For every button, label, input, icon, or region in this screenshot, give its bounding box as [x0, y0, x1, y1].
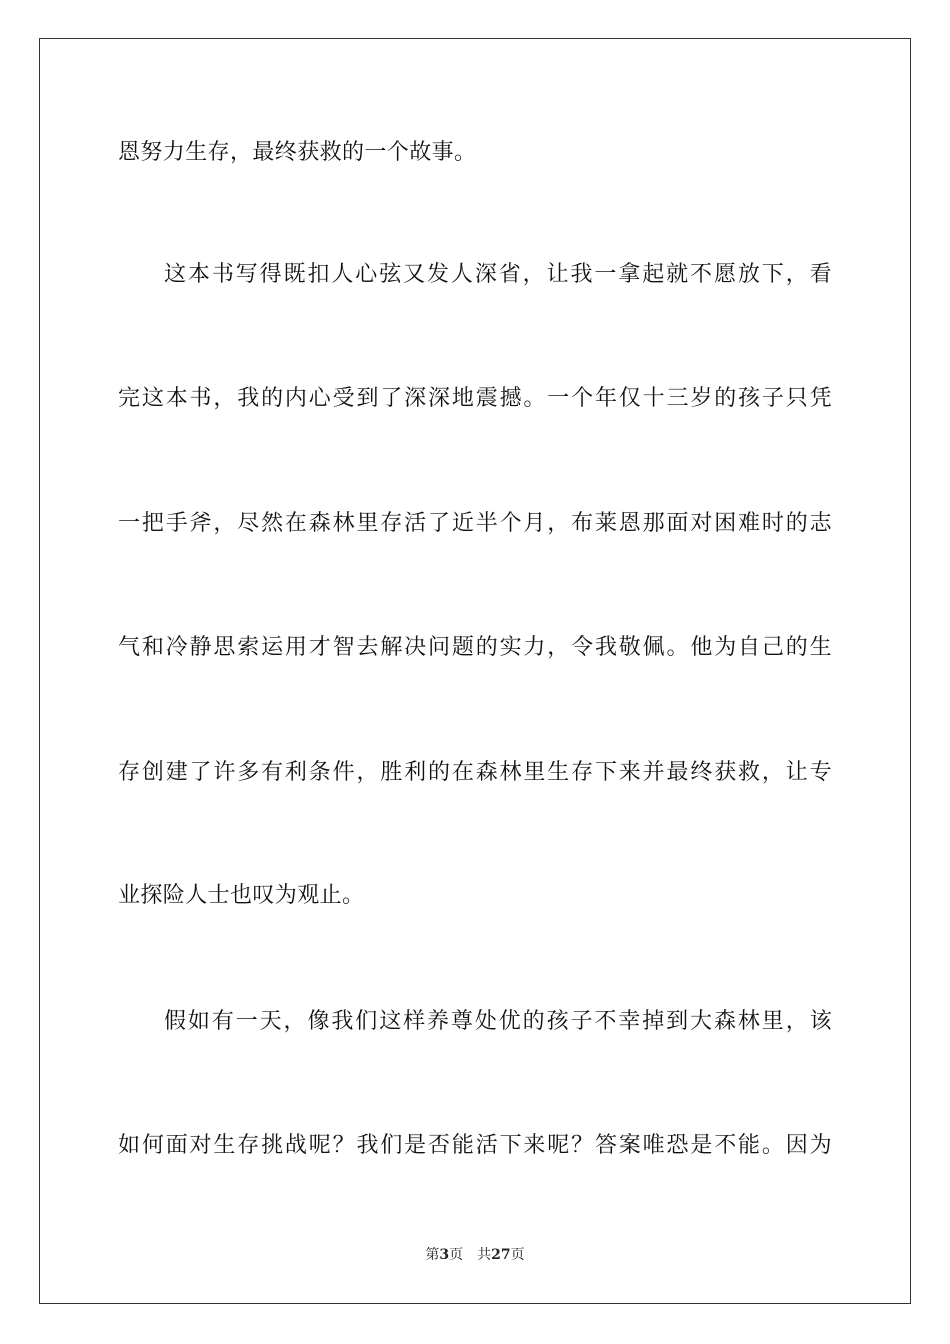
paragraph-line-5: 气和冷静思索运用才智去解决问题的实力，令我敬佩。他为自己的生: [118, 635, 832, 660]
paragraph-line-9: 如何面对生存挑战呢？我们是否能活下来呢？答案唯恐是不能。因为: [118, 1133, 832, 1158]
paragraph-line-8: 假如有一天，像我们这样养尊处优的孩子不幸掉到大森林里，该: [164, 1009, 832, 1034]
paragraph-line-7: 业探险人士也叹为观止。: [118, 883, 365, 908]
paragraph-line-1: 恩努力生存，最终获救的一个故事。: [118, 140, 477, 165]
footer-page-number: 3: [439, 1247, 450, 1263]
footer-total-suffix: 页: [510, 1247, 525, 1263]
footer-total-prefix: 共: [477, 1247, 492, 1263]
paragraph-line-3: 完这本书，我的内心受到了深深地震撼。一个年仅十三岁的孩子只凭: [118, 386, 832, 411]
paragraph-line-2: 这本书写得既扣人心弦又发人深省，让我一拿起就不愿放下，看: [164, 262, 832, 287]
page-footer: [0, 1245, 950, 1265]
footer-page-suffix: 页: [449, 1247, 464, 1263]
paragraph-line-6: 存创建了许多有利条件，胜利的在森林里生存下来并最终获救，让专: [118, 760, 832, 785]
footer-page-prefix: 第: [425, 1247, 440, 1263]
page-frame: [39, 38, 911, 1304]
footer-total-pages: 27: [491, 1247, 511, 1263]
paragraph-line-4: 一把手斧，尽然在森林里存活了近半个月，布莱恩那面对困难时的志: [118, 511, 832, 536]
